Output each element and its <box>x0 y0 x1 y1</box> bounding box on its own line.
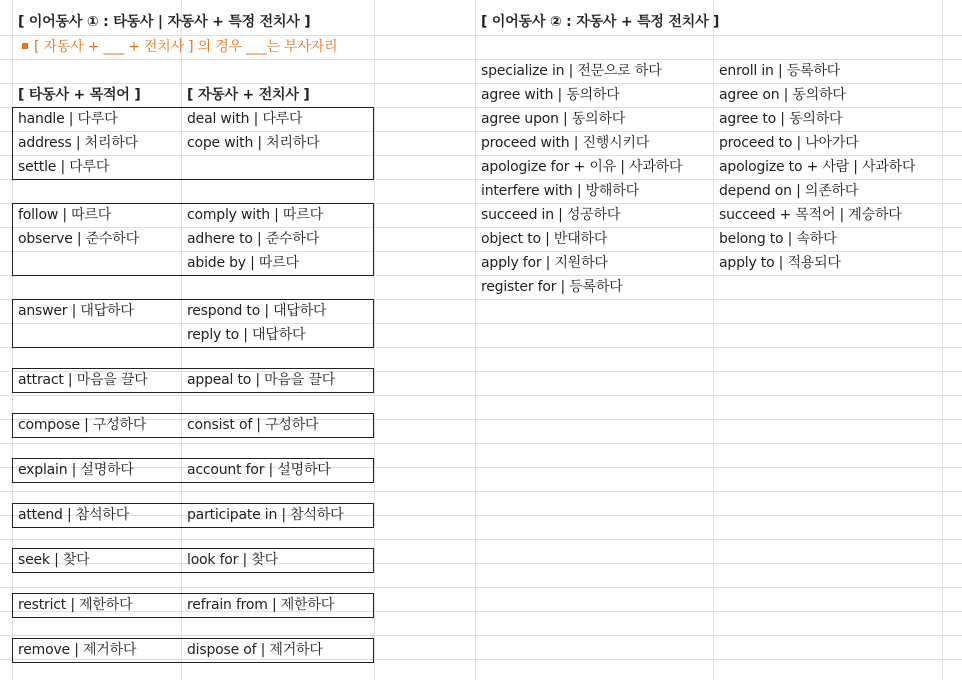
transitive-verb-entry: follow | 따르다 <box>18 207 112 223</box>
grid-row-line <box>0 635 962 636</box>
phrasal-verb-entry-a: proceed with | 진행시키다 <box>481 135 650 151</box>
transitive-verb-entry: remove | 제거하다 <box>18 642 137 658</box>
transitive-verb-entry: seek | 찾다 <box>18 552 90 568</box>
transitive-verb-entry: answer | 대답하다 <box>18 303 134 319</box>
intransitive-prep-entry: abide by | 따르다 <box>187 255 299 271</box>
transitive-verb-entry: handle | 다루다 <box>18 111 118 127</box>
grid-column-line <box>942 0 943 680</box>
grid-column-line <box>374 0 375 680</box>
grid-row-line <box>0 587 962 588</box>
phrasal-verb-entry-a: specialize in | 전문으로 하다 <box>481 63 662 79</box>
col-header-a: [ 타동사 + 목적어 ] <box>18 87 141 103</box>
intransitive-prep-entry: appeal to | 마음을 끌다 <box>187 372 336 388</box>
phrasal-verb-entry-a: object to | 반대하다 <box>481 231 608 247</box>
grid-row-line <box>0 491 962 492</box>
transitive-verb-entry: restrict | 제한하다 <box>18 597 133 613</box>
phrasal-verb-entry-b: depend on | 의존하다 <box>719 183 859 199</box>
phrasal-verb-entry-b: apply to | 적용되다 <box>719 255 841 271</box>
intransitive-prep-entry: adhere to | 준수하다 <box>187 231 320 247</box>
grid-column-line <box>713 0 714 680</box>
intransitive-prep-entry: cope with | 처리하다 <box>187 135 320 151</box>
intransitive-prep-entry: account for | 설명하다 <box>187 462 331 478</box>
transitive-verb-entry: attend | 참석하다 <box>18 507 130 523</box>
phrasal-verb-entry-b: succeed + 목적어 | 계승하다 <box>719 207 902 223</box>
phrasal-verb-entry-a: succeed in | 성공하다 <box>481 207 621 223</box>
intransitive-prep-entry: look for | 찾다 <box>187 552 278 568</box>
transitive-verb-entry: compose | 구성하다 <box>18 417 147 433</box>
phrasal-verb-entry-a: register for | 등록하다 <box>481 279 623 295</box>
grid-row-line <box>0 395 962 396</box>
phrasal-verb-entry-b: belong to | 속하다 <box>719 231 837 247</box>
intransitive-prep-entry: respond to | 대답하다 <box>187 303 327 319</box>
phrasal-verb-entry-b: apologize to + 사람 | 사과하다 <box>719 159 916 175</box>
transitive-verb-entry: explain | 설명하다 <box>18 462 134 478</box>
intransitive-prep-entry: consist of | 구성하다 <box>187 417 319 433</box>
phrasal-verb-entry-a: agree upon | 동의하다 <box>481 111 626 127</box>
intransitive-prep-entry: reply to | 대답하다 <box>187 327 306 343</box>
phrasal-verb-entry-b: agree to | 동의하다 <box>719 111 843 127</box>
transitive-verb-entry: settle | 다루다 <box>18 159 110 175</box>
phrasal-verb-entry-a: apologize for + 이유 | 사과하다 <box>481 159 683 175</box>
left-note-text: [ 자동사 + ___ + 전치사 ] 의 경우 ___는 부사자리 <box>34 39 338 55</box>
left-note <box>22 35 337 59</box>
grid-row-line <box>0 539 962 540</box>
phrasal-verb-entry-b: proceed to | 나아가다 <box>719 135 859 151</box>
phrasal-verb-entry-a: interfere with | 방해하다 <box>481 183 639 199</box>
bullet-icon <box>22 43 28 49</box>
phrasal-verb-entry-a: agree with | 동의하다 <box>481 87 620 103</box>
intransitive-prep-entry: deal with | 다루다 <box>187 111 303 127</box>
left-title: [ 이어동사 ① : 타동사 | 자동사 + 특정 전치사 ] <box>18 14 311 30</box>
right-title: [ 이어동사 ② : 자동사 + 특정 전치사 ] <box>481 14 720 30</box>
transitive-verb-entry: attract | 마음을 끌다 <box>18 372 148 388</box>
phrasal-verb-entry-b: enroll in | 등록하다 <box>719 63 841 79</box>
col-header-b: [ 자동사 + 전치사 ] <box>187 87 310 103</box>
transitive-verb-entry: address | 처리하다 <box>18 135 138 151</box>
phrasal-verb-entry-b: agree on | 동의하다 <box>719 87 846 103</box>
transitive-verb-entry: observe | 준수하다 <box>18 231 139 247</box>
intransitive-prep-entry: dispose of | 제거하다 <box>187 642 323 658</box>
intransitive-prep-entry: refrain from | 제한하다 <box>187 597 335 613</box>
phrasal-verb-entry-a: apply for | 지원하다 <box>481 255 608 271</box>
intransitive-prep-entry: comply with | 따르다 <box>187 207 323 223</box>
intransitive-prep-entry: participate in | 참석하다 <box>187 507 344 523</box>
grid-row-line <box>0 443 962 444</box>
grid-column-line <box>475 0 476 680</box>
